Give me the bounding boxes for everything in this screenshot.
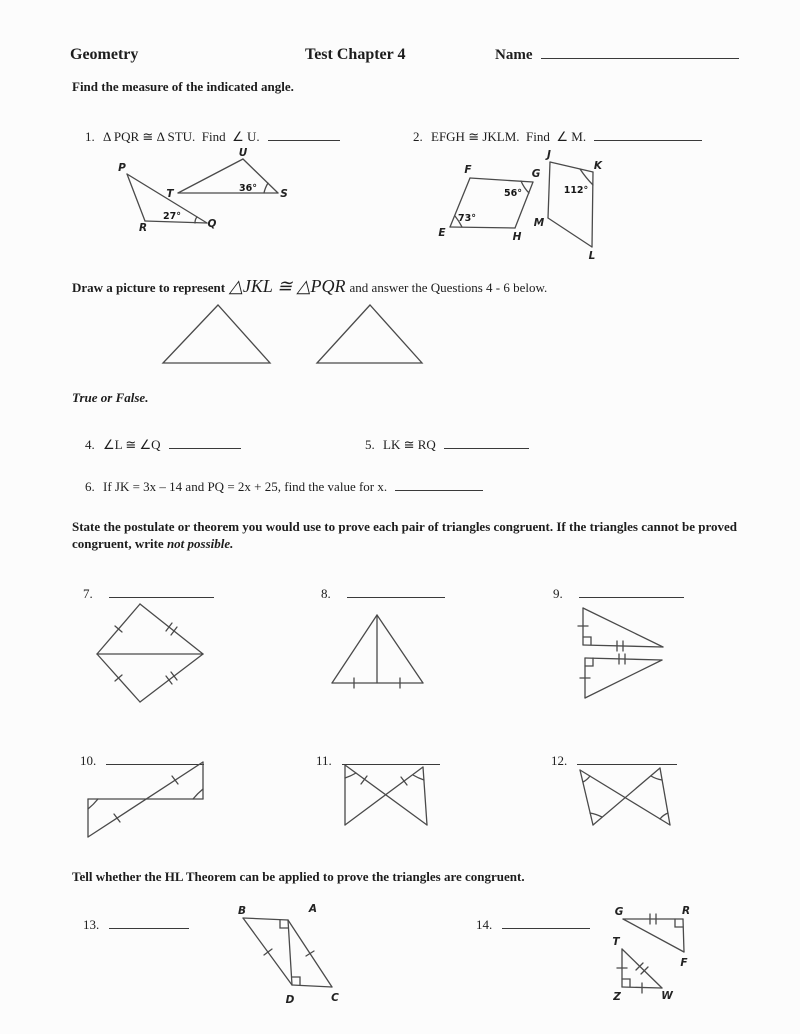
- q1-text: Δ PQR ≅ Δ STU. Find ∠ U.: [103, 129, 260, 144]
- q10-number: 10.: [80, 753, 97, 768]
- vertex-label-C: C: [331, 992, 339, 1004]
- q13-number: 13.: [83, 917, 100, 932]
- q8-number: 8.: [321, 586, 331, 601]
- vertex-label-M: M: [533, 217, 545, 229]
- congruence-statement: △JKL ≅ △PQR: [229, 276, 346, 296]
- q2-answer-blank: [594, 128, 702, 141]
- q14-answer-blank: [502, 916, 590, 929]
- vertex-label-E: E: [438, 227, 446, 239]
- tick: [166, 623, 172, 631]
- q2-text: EFGH ≅ JKLM. Find ∠ M.: [431, 129, 587, 144]
- vertex-label-G: G: [531, 168, 541, 180]
- figure-q10-z-triangles: [80, 758, 215, 848]
- fig10-lines: [88, 762, 203, 837]
- vertex-label-K: K: [593, 160, 603, 172]
- draw-tail: and answer the Questions 4 - 6 below.: [349, 280, 548, 295]
- q14-number: 14.: [476, 917, 493, 932]
- tick: [401, 777, 407, 785]
- figure-blank-triangles: [150, 300, 440, 370]
- vertex-label-D: D: [285, 994, 295, 1006]
- tick: [264, 949, 272, 955]
- name-label: Name: [495, 47, 533, 63]
- fig13-lines: [243, 918, 332, 987]
- vertex-label-R: R: [681, 905, 691, 917]
- tick: [172, 776, 178, 784]
- name-blank: [541, 46, 739, 59]
- q6-number: 6.: [85, 479, 95, 494]
- angle-arc: [193, 789, 203, 799]
- vertex-label-W: W: [661, 990, 673, 1002]
- vertex-label-R: R: [138, 222, 148, 234]
- angle-arc: [660, 813, 668, 819]
- vertex-label-U: U: [238, 147, 248, 159]
- q9-answer-blank: [579, 585, 684, 598]
- q1-number: 1.: [85, 129, 95, 144]
- q11-number: 11.: [316, 753, 332, 768]
- figure-q12-bowtie: [570, 760, 680, 835]
- figure-q2-quads-efgh-jklm: [438, 148, 618, 266]
- fig8-lines: [332, 615, 423, 688]
- angle-value-36: 36°: [239, 183, 257, 194]
- vertex-label-S: S: [280, 188, 288, 200]
- course-label: Geometry: [70, 46, 139, 63]
- vertex-label-F: F: [464, 164, 472, 176]
- vertex-label-T: T: [612, 936, 620, 948]
- tick: [171, 672, 177, 680]
- right-angle-mark: [585, 658, 593, 666]
- figure-q7-kite: [85, 597, 220, 712]
- q4-text: ∠L ≅ ∠Q: [103, 437, 161, 452]
- angle-arc: [651, 776, 662, 780]
- q5-text: LK ≅ RQ: [383, 437, 436, 452]
- draw-instruction: [72, 276, 547, 297]
- q5-answer-blank: [444, 436, 529, 449]
- vertex-label-T: T: [166, 188, 174, 200]
- q9-number: 9.: [553, 586, 563, 601]
- tick: [306, 951, 314, 956]
- angle-value-112: 112°: [563, 185, 589, 196]
- right-angle-mark: [280, 920, 288, 928]
- section1-instruction: Find the measure of the indicated angle.: [72, 79, 294, 94]
- right-angle-mark: [583, 637, 591, 645]
- figure-q14-right-triangles: [600, 902, 700, 1008]
- angle-value-56: 56°: [504, 188, 522, 199]
- angle-value-73: 73°: [458, 213, 476, 224]
- figure-q11-bowtie: [335, 760, 440, 835]
- q8-answer-blank: [347, 585, 445, 598]
- vertex-label-J: J: [547, 149, 551, 161]
- angle-value-27: 27°: [163, 211, 181, 222]
- vertex-label-B: B: [237, 905, 247, 917]
- name-row: [495, 46, 739, 64]
- vertex-label-Q: Q: [207, 218, 217, 230]
- hl-instruction: Tell whether the HL Theorem can be applied to prove the triangles are congruent.: [72, 869, 525, 884]
- draw-lead: Draw a picture to represent: [72, 280, 226, 295]
- q13-answer-blank: [109, 916, 189, 929]
- angle-arc: [413, 775, 424, 780]
- page-title: Test Chapter 4: [305, 46, 406, 63]
- figure-q1-triangles-pqr-stu: [108, 146, 303, 246]
- angle-arc: [88, 799, 98, 809]
- q2-number: 2.: [413, 129, 423, 144]
- q7-number: 7.: [83, 586, 93, 601]
- fig9-lines: [578, 608, 663, 698]
- q6-answer-blank: [395, 478, 483, 491]
- blank-triangle-lines: [163, 305, 422, 363]
- angle-arc-S: [264, 183, 268, 193]
- angle-arc-G: [521, 181, 529, 193]
- q4-answer-blank: [169, 436, 241, 449]
- postulate-instruction-em: not possible.: [166, 536, 234, 551]
- postulate-instruction-main: State the postulate or theorem you would use to prove each pair of triangles congruent. If the triangles cannot be proved congruent, write: [72, 519, 738, 551]
- right-angle-mark: [622, 979, 630, 987]
- postulate-instruction: [72, 518, 772, 552]
- fig7-lines: [97, 604, 203, 702]
- q12-number: 12.: [551, 753, 568, 768]
- fig14-lines: [617, 914, 684, 993]
- angle-arc: [590, 813, 602, 817]
- question-13: [70, 900, 189, 949]
- true-false-heading: True or False.: [72, 390, 149, 405]
- question-6: [72, 462, 483, 511]
- right-angle-mark: [675, 919, 683, 927]
- tick: [114, 814, 120, 822]
- figure-q13-parallelogram: [230, 902, 350, 1004]
- vertex-label-L: L: [588, 250, 596, 262]
- figure-q9-right-triangles: [575, 598, 675, 708]
- vertex-label-Z: Z: [613, 991, 621, 1003]
- vertex-label-F: F: [680, 957, 688, 969]
- fig11-lines: [345, 765, 427, 825]
- vertex-label-P: P: [118, 162, 126, 174]
- right-angle-mark: [292, 977, 300, 985]
- vertex-label-G: G: [614, 906, 624, 918]
- angle-arc: [583, 776, 590, 782]
- q4-number: 4.: [85, 437, 95, 452]
- vertex-label-H: H: [512, 231, 522, 243]
- figure-q8-triangle-median: [325, 602, 435, 694]
- q5-number: 5.: [365, 437, 375, 452]
- tick: [171, 627, 177, 635]
- tick: [166, 676, 172, 684]
- q1-answer-blank: [268, 128, 340, 141]
- question-14: [463, 900, 590, 949]
- vertex-label-A: A: [308, 903, 318, 915]
- angle-arc: [345, 773, 356, 778]
- fig12-lines: [580, 768, 670, 825]
- q6-text: If JK = 3x – 14 and PQ = 2x + 25, find the value for x.: [103, 479, 388, 494]
